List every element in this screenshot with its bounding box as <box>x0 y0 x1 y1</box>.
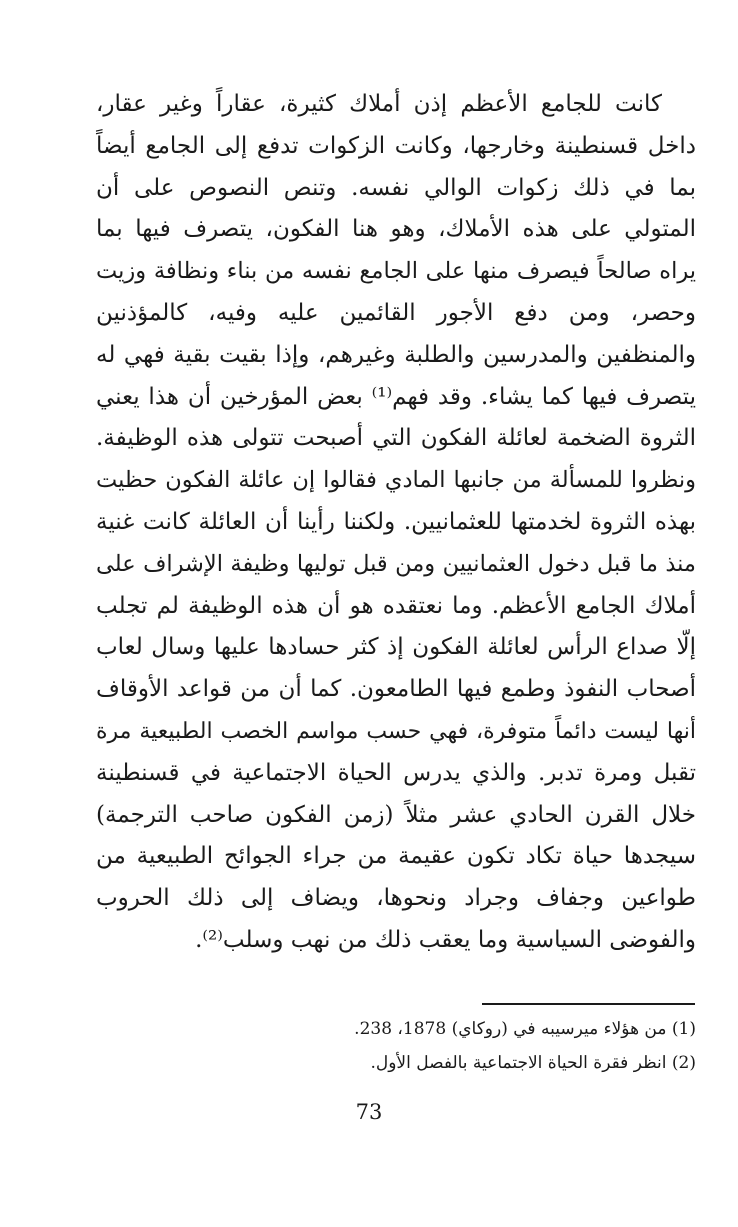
text-line: المتولي على هذه الأملاك، وهو هنا الفكون، يتصرف فيها بما <box>96 216 696 243</box>
text-line: بما في ذلك زكوات الوالي نفسه. وتنص النصوص على أن <box>96 174 696 201</box>
footnote-1: (1) من هؤلاء ميرسيبه في (روكاي) 1878، 238. <box>354 1019 696 1039</box>
text-line: خلال القرن الحادي عشر مثلاً (زمن الفكون صاحب الترجمة) <box>96 801 696 828</box>
footnotes <box>300 1012 696 1080</box>
text-line: سيجدها حياة تكاد تكون عقيمة من جراء الجوائح الطبيعية من <box>96 843 696 870</box>
text-line: وحصر، ومن دفع الأجور القائمين عليه وفيه، كالمؤذنين <box>96 299 696 326</box>
text-line: الثروة الضخمة لعائلة الفكون التي أصبحت تتولى هذه الوظيفة. <box>96 425 696 452</box>
footnote-divider <box>482 1003 695 1005</box>
text-line: أصحاب النفوذ وطمع فيها الطامعون. كما أن من قواعد الأوقاف <box>96 676 696 703</box>
text-line: بهذه الثروة لخدمتها للعثمانيين. ولكننا رأينا أن العائلة كانت غنية <box>96 508 696 535</box>
text-line: منذ ما قبل دخول العثمانيين ومن قبل توليها وظيفة الإشراف على <box>96 550 696 577</box>
text-line: والمنظفين والمدرسين والطلبة وغيرهم، وإذا بقيت بقية فهي له <box>96 341 696 368</box>
text-line: يتصرف فيها كما يشاء. وقد فهم⁽¹⁾ بعض المؤرخين أن هذا يعني <box>96 383 696 410</box>
text-line: أنها ليست دائماً متوفرة، فهي حسب مواسم الخصب الطبيعية مرة <box>96 718 696 744</box>
text-line: والفوضى السياسية وما يعقب ذلك من نهب وسلب⁽²⁾. <box>195 926 696 953</box>
text-line: تقبل ومرة تدبر. والذي يدرس الحياة الاجتماعية في قسنطينة <box>96 759 696 786</box>
text-line: إلّا صداع الرأس لعائلة الفكون إذ كثر حسادها عليها وسال لعاب <box>96 634 696 661</box>
text-line: كانت للجامع الأعظم إذن أملاك كثيرة، عقاراً وغير عقار، <box>96 91 662 117</box>
text-line: ونظروا للمسألة من جانبها المادي فقالوا إن عائلة الفكون حظيت <box>96 467 696 494</box>
text-line: أملاك الجامع الأعظم. وما نعتقده هو أن هذه الوظيفة لم تجلب <box>96 592 696 619</box>
text-line: داخل قسنطينة وخارجها، وكانت الزكوات تدفع إلى الجامع أيضاً <box>96 132 696 159</box>
text-line: طواعين وجفاف وجراد ونحوها، ويضاف إلى ذلك الحروب <box>96 885 696 912</box>
text-line: يراه صالحاً فيصرف منها على الجامع نفسه من بناء ونظافة وزيت <box>96 258 696 285</box>
main-paragraph <box>96 84 696 962</box>
page-number: 73 <box>355 1100 383 1124</box>
footnote-2: (2) انظر فقرة الحياة الاجتماعية بالفصل الأول. <box>370 1053 696 1073</box>
